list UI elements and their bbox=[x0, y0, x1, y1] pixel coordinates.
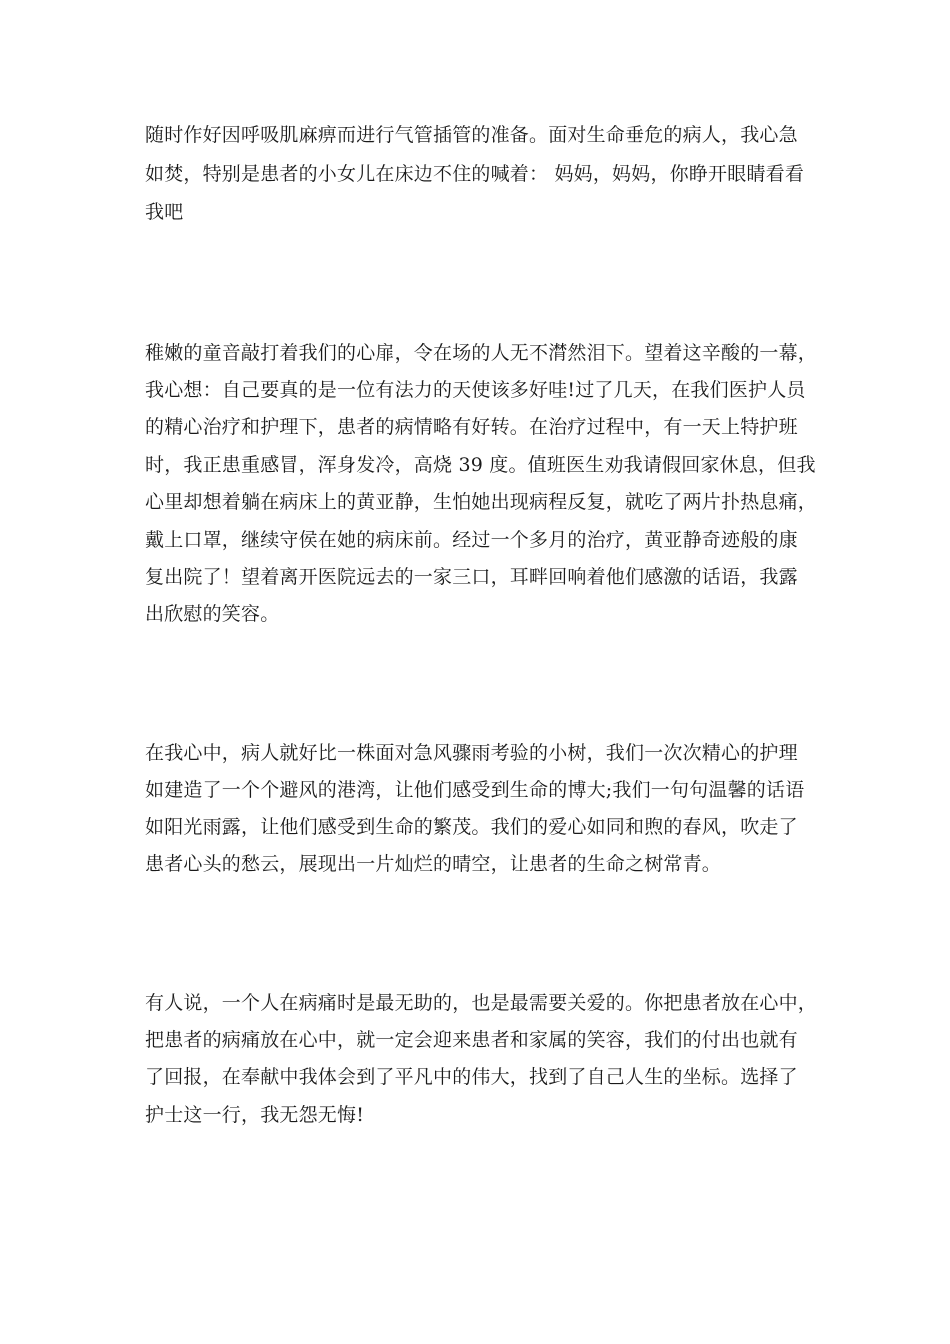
paragraph-line: 患者心头的愁云，展现出一片灿烂的晴空，让患者的生命之树常青。 bbox=[145, 853, 722, 875]
paragraph-line: 时，我正患重感冒，浑身发冷，高烧 39 度。值班医生劝我请假回家休息，但我 bbox=[145, 454, 816, 476]
paragraph-line: 我吧 bbox=[145, 201, 184, 223]
paragraph-line: 有人说，一个人在病痛时是最无助的，也是最需要关爱的。你把患者放在心中， bbox=[145, 992, 818, 1014]
paragraph-line: 稚嫩的童音敲打着我们的心扉，令在场的人无不潸然泪下。望着这辛酸的一幕， bbox=[145, 342, 818, 364]
paragraph-line: 的精心治疗和护理下，患者的病情略有好转。在治疗过程中，有一天上特护班 bbox=[145, 416, 798, 438]
paragraph-line: 出欣慰的笑容。 bbox=[145, 603, 280, 625]
paragraph-line: 随时作好因呼吸肌麻痹而进行气管插管的准备。面对生命垂危的病人，我心急 bbox=[145, 124, 798, 146]
paragraph-line: 护士这一行，我无怨无悔! bbox=[145, 1104, 365, 1126]
paragraph-line: 在我心中，病人就好比一株面对急风骤雨考验的小树，我们一次次精心的护理 bbox=[145, 742, 798, 764]
paragraph-line: 如阳光雨露，让他们感受到生命的繁茂。我们的爱心如同和煦的春风，吹走了 bbox=[145, 816, 798, 838]
paragraph-line: 如建造了一个个避风的港湾，让他们感受到生命的博大;我们一句句温馨的话语 bbox=[145, 779, 805, 801]
paragraph-line: 如焚，特别是患者的小女儿在床边不住的喊着： 妈妈，妈妈，你睁开眼睛看看 bbox=[145, 163, 805, 185]
paragraph-line: 心里却想着躺在病床上的黄亚静，生怕她出现病程反复，就吃了两片扑热息痛， bbox=[145, 491, 818, 513]
paragraph-line: 复出院了！望着离开医院远去的一家三口，耳畔回响着他们感激的话语，我露 bbox=[145, 566, 798, 588]
paragraph-line: 了回报，在奉献中我体会到了平凡中的伟大，找到了自己人生的坐标。选择了 bbox=[145, 1066, 798, 1088]
paragraph-line: 把患者的病痛放在心中，就一定会迎来患者和家属的笑容，我们的付出也就有 bbox=[145, 1029, 798, 1051]
paragraph-line: 我心想：自己要真的是一位有法力的天使该多好哇!过了几天，在我们医护人员 bbox=[145, 379, 806, 401]
paragraph-line: 戴上口罩，继续守侯在她的病床前。经过一个多月的治疗，黄亚静奇迹般的康 bbox=[145, 529, 798, 551]
